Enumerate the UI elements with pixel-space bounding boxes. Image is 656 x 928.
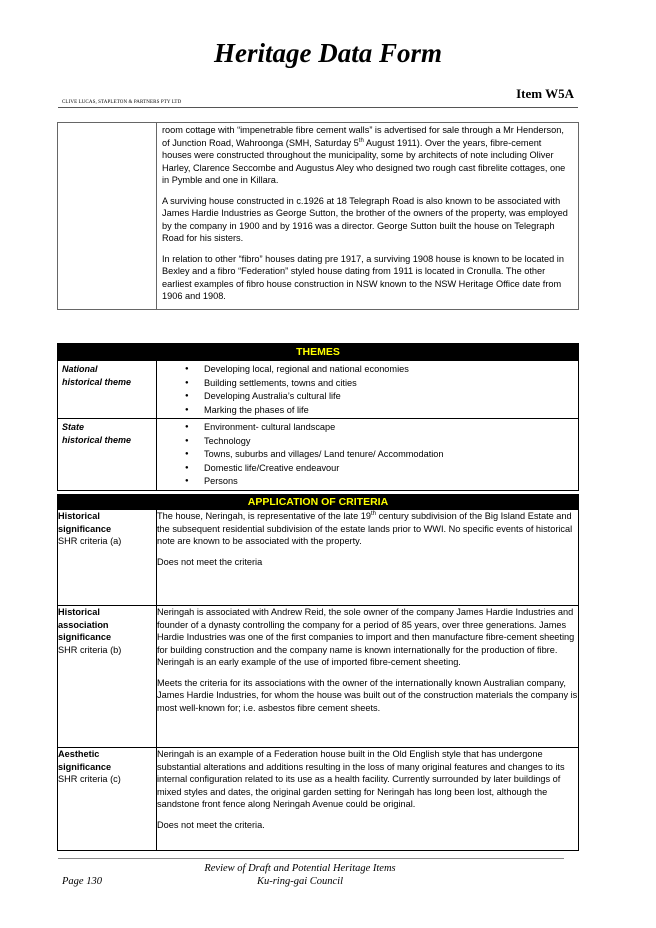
national-label-line1: National (62, 364, 98, 374)
association-label-line3: significance (58, 632, 112, 642)
criteria-row-historical (58, 510, 579, 606)
aesthetic-label-line1: Aesthetic (58, 749, 100, 759)
list-item: ● Persons (185, 475, 578, 489)
list-item: ● Technology (185, 435, 578, 449)
history-label-cell (58, 123, 157, 310)
header-rule (58, 107, 578, 108)
firm-name: CLIVE LUCAS, STAPLETON & PARTNERS PTY LTD (62, 100, 182, 105)
criteria-row-aesthetic (58, 748, 579, 851)
association-paragraph-1: Neringah is associated with Andrew Reid, the sole owner of the company James Hardie Industries and founder of a dynasty controlling the company for a period of 85 years, over three generations. James Hardie Industries was one of the first companies to import and then manufacture fibre-cement sheeting for building construction and the company name is known internationally for the production of fibre. Neringah is an early example of the use of imported fibre-cement sheeting. (157, 607, 575, 667)
state-label-line1: State (62, 422, 85, 432)
historical-p1-sup: th (371, 510, 377, 517)
association-label-line1: Historical (58, 607, 100, 617)
history-paragraph-3: In relation to other “fibro” houses dating pre 1917, a surviving 1908 house is known to be located in Bexley and a fibro “Federation” styled house dating from 1911 is located in Cronulla. The other earliest examples of fibro house construction in NSW known to the NSW Heritage Office date from 1906 and 1908. (162, 253, 564, 301)
list-item: ● Developing local, regional and national economies (185, 363, 578, 377)
history-text-cell (157, 123, 579, 310)
list-item: ● Domestic life/Creative endeavour (185, 462, 578, 476)
historical-paragraph-2: Does not meet the criteria (157, 556, 263, 567)
history-row (58, 123, 579, 310)
state-theme-list-cell (157, 419, 579, 491)
state-theme-list (157, 419, 578, 490)
historical-label-cell (58, 510, 157, 606)
national-theme-row (58, 361, 579, 419)
historical-p1-text-b: century subdivision of the Big Island Estate and the subsequent residential subdivision of the estate lands prior to WWI. No specific events of historical note are known to be associated with the property. (157, 511, 573, 546)
aesthetic-paragraph-2: Does not meet the criteria. (157, 819, 265, 830)
association-text-cell (157, 606, 579, 748)
historical-label-line2: significance (58, 523, 112, 534)
association-label-line2: association (58, 619, 109, 630)
state-label-line2: historical theme (62, 434, 132, 445)
national-theme-list-cell (157, 361, 579, 419)
historical-paragraph-1 (157, 510, 578, 548)
footer-review (150, 862, 450, 888)
history-p1-text-b: August 1911). Over the years, fibre-cement houses were constructed throughout the municipality, some by architects of note including Oliver Harley, Clarence Seccombe and Augustus Aley who designed two rough cast fibrelite cottages, one in Pymble and one in Killara. (162, 137, 566, 185)
association-paragraph-2: Meets the criteria for its associations with the owner of the internationally known Australian company, James Hardie Industries, for whom the house was built out of the construction materials the company is most well-known for; i.e. asbestos fibre cement sheets. (157, 677, 578, 713)
themes-heading: THEMES (58, 344, 579, 361)
footer-review-line1: Review of Draft and Potential Heritage Items (204, 863, 396, 874)
criteria-heading: APPLICATION OF CRITERIA (58, 495, 579, 510)
historical-p1-text-a: The house, Neringah, is representative of the late 19 (157, 511, 371, 521)
criteria-table (57, 494, 579, 851)
history-p1-sup: th (358, 137, 364, 144)
criteria-row-association (58, 606, 579, 748)
national-label-line2: historical theme (62, 376, 132, 387)
themes-table (57, 343, 579, 491)
footer-review-line2: Ku-ring-gai Council (256, 876, 344, 887)
footer-rule (58, 858, 564, 859)
list-item: ● Marking the phases of life (185, 404, 578, 418)
history-paragraph-2: A surviving house constructed in c.1926 at 18 Telegraph Road is also known to be associated with James Hardie Industries as George Sutton, the brother of the owners of the property, was employed by the company in 1900 and by 1916 was a director. George Sutton built the house on Telegraph Road for his sisters. (162, 195, 568, 243)
document-title: Heritage Data Form (214, 38, 442, 68)
list-item: ● Building settlements, towns and cities (185, 377, 578, 391)
association-label-cell (58, 606, 157, 748)
list-item: ● Towns, suburbs and villages/ Land tenure/ Accommodation (185, 448, 578, 462)
aesthetic-paragraph-1: Neringah is an example of a Federation house built in the Old English style that has undergone substantial alterations and additions resulting in the loss of many original features and changes to its internal configuration related to its use as a health facility. Currently surrounded by later buildings of mixed styles and dates, the original garden setting for Neringah has long been lost, although the sandstone front fence along Neringah Avenue could be original. (157, 749, 565, 809)
page-number: Page 130 (62, 876, 102, 887)
national-theme-list (157, 361, 578, 418)
aesthetic-criteria-ref: SHR criteria (c) (58, 774, 121, 784)
aesthetic-label-cell (58, 748, 157, 851)
national-theme-label (58, 361, 157, 419)
aesthetic-label-line2: significance (58, 761, 112, 772)
item-number: Item W5A (516, 86, 574, 101)
history-p1-text-a: room cottage with “impenetrable fibre cement walls” is advertised for sale through a Mr Henderson, of Junction Road, Wahroonga (SMH, Saturday 5 (162, 125, 564, 148)
state-theme-row (58, 419, 579, 491)
historical-criteria-ref: SHR criteria (a) (58, 536, 122, 546)
state-theme-label (58, 419, 157, 491)
history-paragraph-1 (162, 124, 573, 187)
historical-text-cell (157, 510, 579, 606)
historical-label-line1: Historical (58, 511, 100, 521)
aesthetic-text-cell (157, 748, 579, 851)
list-item: ● Developing Australia’s cultural life (185, 390, 578, 404)
list-item: ● Environment- cultural landscape (185, 421, 578, 435)
history-table (57, 122, 579, 310)
association-criteria-ref: SHR criteria (b) (58, 644, 122, 655)
